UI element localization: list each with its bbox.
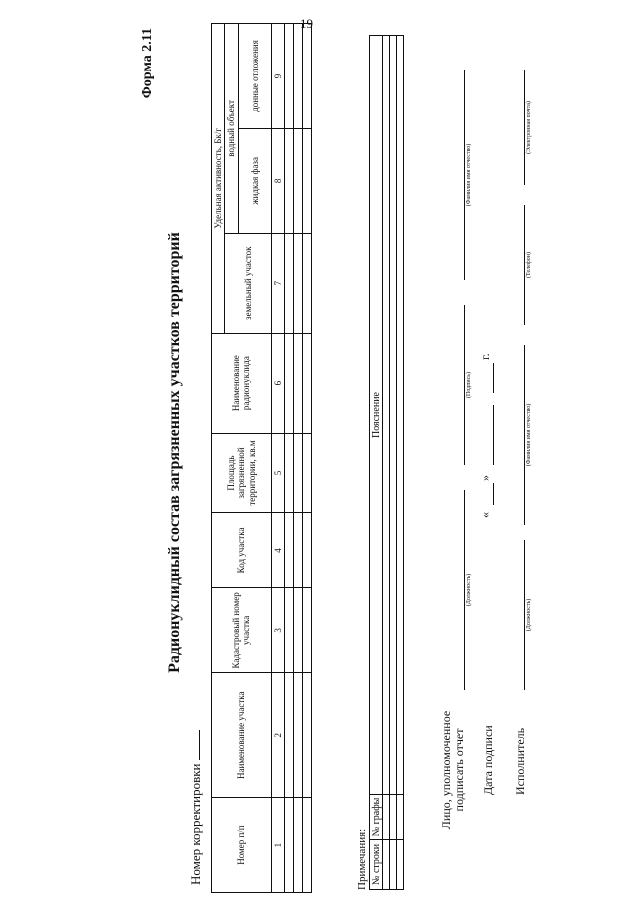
table-row xyxy=(285,24,294,893)
signature-line xyxy=(464,305,465,465)
col-number: 3 xyxy=(271,588,284,673)
col-number: 9 xyxy=(271,24,284,129)
col-number: 5 xyxy=(271,433,284,513)
column-numbers-row xyxy=(271,24,284,893)
notes-label: Примечания: xyxy=(356,828,368,890)
col-number: 4 xyxy=(271,513,284,588)
position-caption: (Должность) xyxy=(466,573,472,607)
header-col-5: Площадь загрязненной территории, кв.м xyxy=(212,433,272,513)
executor-position-line xyxy=(524,540,525,690)
position-line xyxy=(464,490,465,690)
name-line xyxy=(464,70,465,280)
notes-col-no: № графы xyxy=(370,795,383,840)
quote-open: « xyxy=(478,512,492,518)
quote-close: » xyxy=(478,475,492,481)
signature-caption: (Подпись) xyxy=(466,371,472,399)
year-line xyxy=(493,363,494,393)
header-col-9: донные отложения xyxy=(238,24,271,129)
header-col-2: Наименование участка xyxy=(212,673,272,798)
table-row xyxy=(397,36,404,890)
executor-label: Исполнитель xyxy=(513,727,527,795)
executor-position-caption: (Должность) xyxy=(526,598,532,632)
executor-name-caption: (Фамилия имя отчество) xyxy=(526,403,532,467)
header-col-6: Наименование радионуклида xyxy=(212,333,272,433)
table-row xyxy=(383,36,390,890)
notes-table xyxy=(369,35,404,890)
phone-line xyxy=(524,205,525,325)
page-title: Радионуклидный состав загрязненных участков территорий xyxy=(166,232,183,673)
col-number: 7 xyxy=(271,233,284,333)
form-label: Форма 2.11 xyxy=(140,28,155,99)
month-line xyxy=(493,405,494,465)
rotated-form xyxy=(138,0,640,905)
header-col-7: земельный участок xyxy=(225,233,271,333)
email-caption: (Электронная почта) xyxy=(526,101,532,154)
name-caption: (Фамилия имя отчество) xyxy=(466,143,472,207)
notes-explanation: Пояснение xyxy=(370,36,383,795)
header-col-3: Кадастровый номер участка xyxy=(212,588,272,673)
col-number: 8 xyxy=(271,128,284,233)
sign-date-label: Дата подписи xyxy=(481,725,495,795)
executor-name-line xyxy=(524,345,525,525)
correction-number xyxy=(188,730,204,885)
page-number: 19 xyxy=(300,16,313,31)
col-number: 2 xyxy=(271,673,284,798)
table-row xyxy=(294,24,303,893)
table-row xyxy=(390,36,397,890)
email-line xyxy=(524,70,525,185)
col-number: 6 xyxy=(271,333,284,433)
year-suffix: г. xyxy=(478,353,492,360)
header-col-4: Код участка xyxy=(212,513,272,588)
correction-label: Номер корректировки xyxy=(188,763,203,885)
day-line xyxy=(493,483,494,505)
notes-row-no: № строки xyxy=(370,840,383,890)
header-specific-activity: Удельная активность, Бк/г xyxy=(212,24,225,334)
header-col-1: Номер п/п xyxy=(212,798,272,893)
table-row xyxy=(303,24,312,893)
header-water-object: водный объект xyxy=(225,24,238,234)
header-col-8: жидкая фаза xyxy=(238,128,271,233)
phone-caption: (Телефон) xyxy=(526,252,532,278)
main-table xyxy=(211,23,312,893)
correction-blank xyxy=(189,730,200,760)
col-number: 1 xyxy=(271,798,284,893)
authorized-person-label: Лицо, уполномоченное подписать отчет xyxy=(439,710,467,830)
